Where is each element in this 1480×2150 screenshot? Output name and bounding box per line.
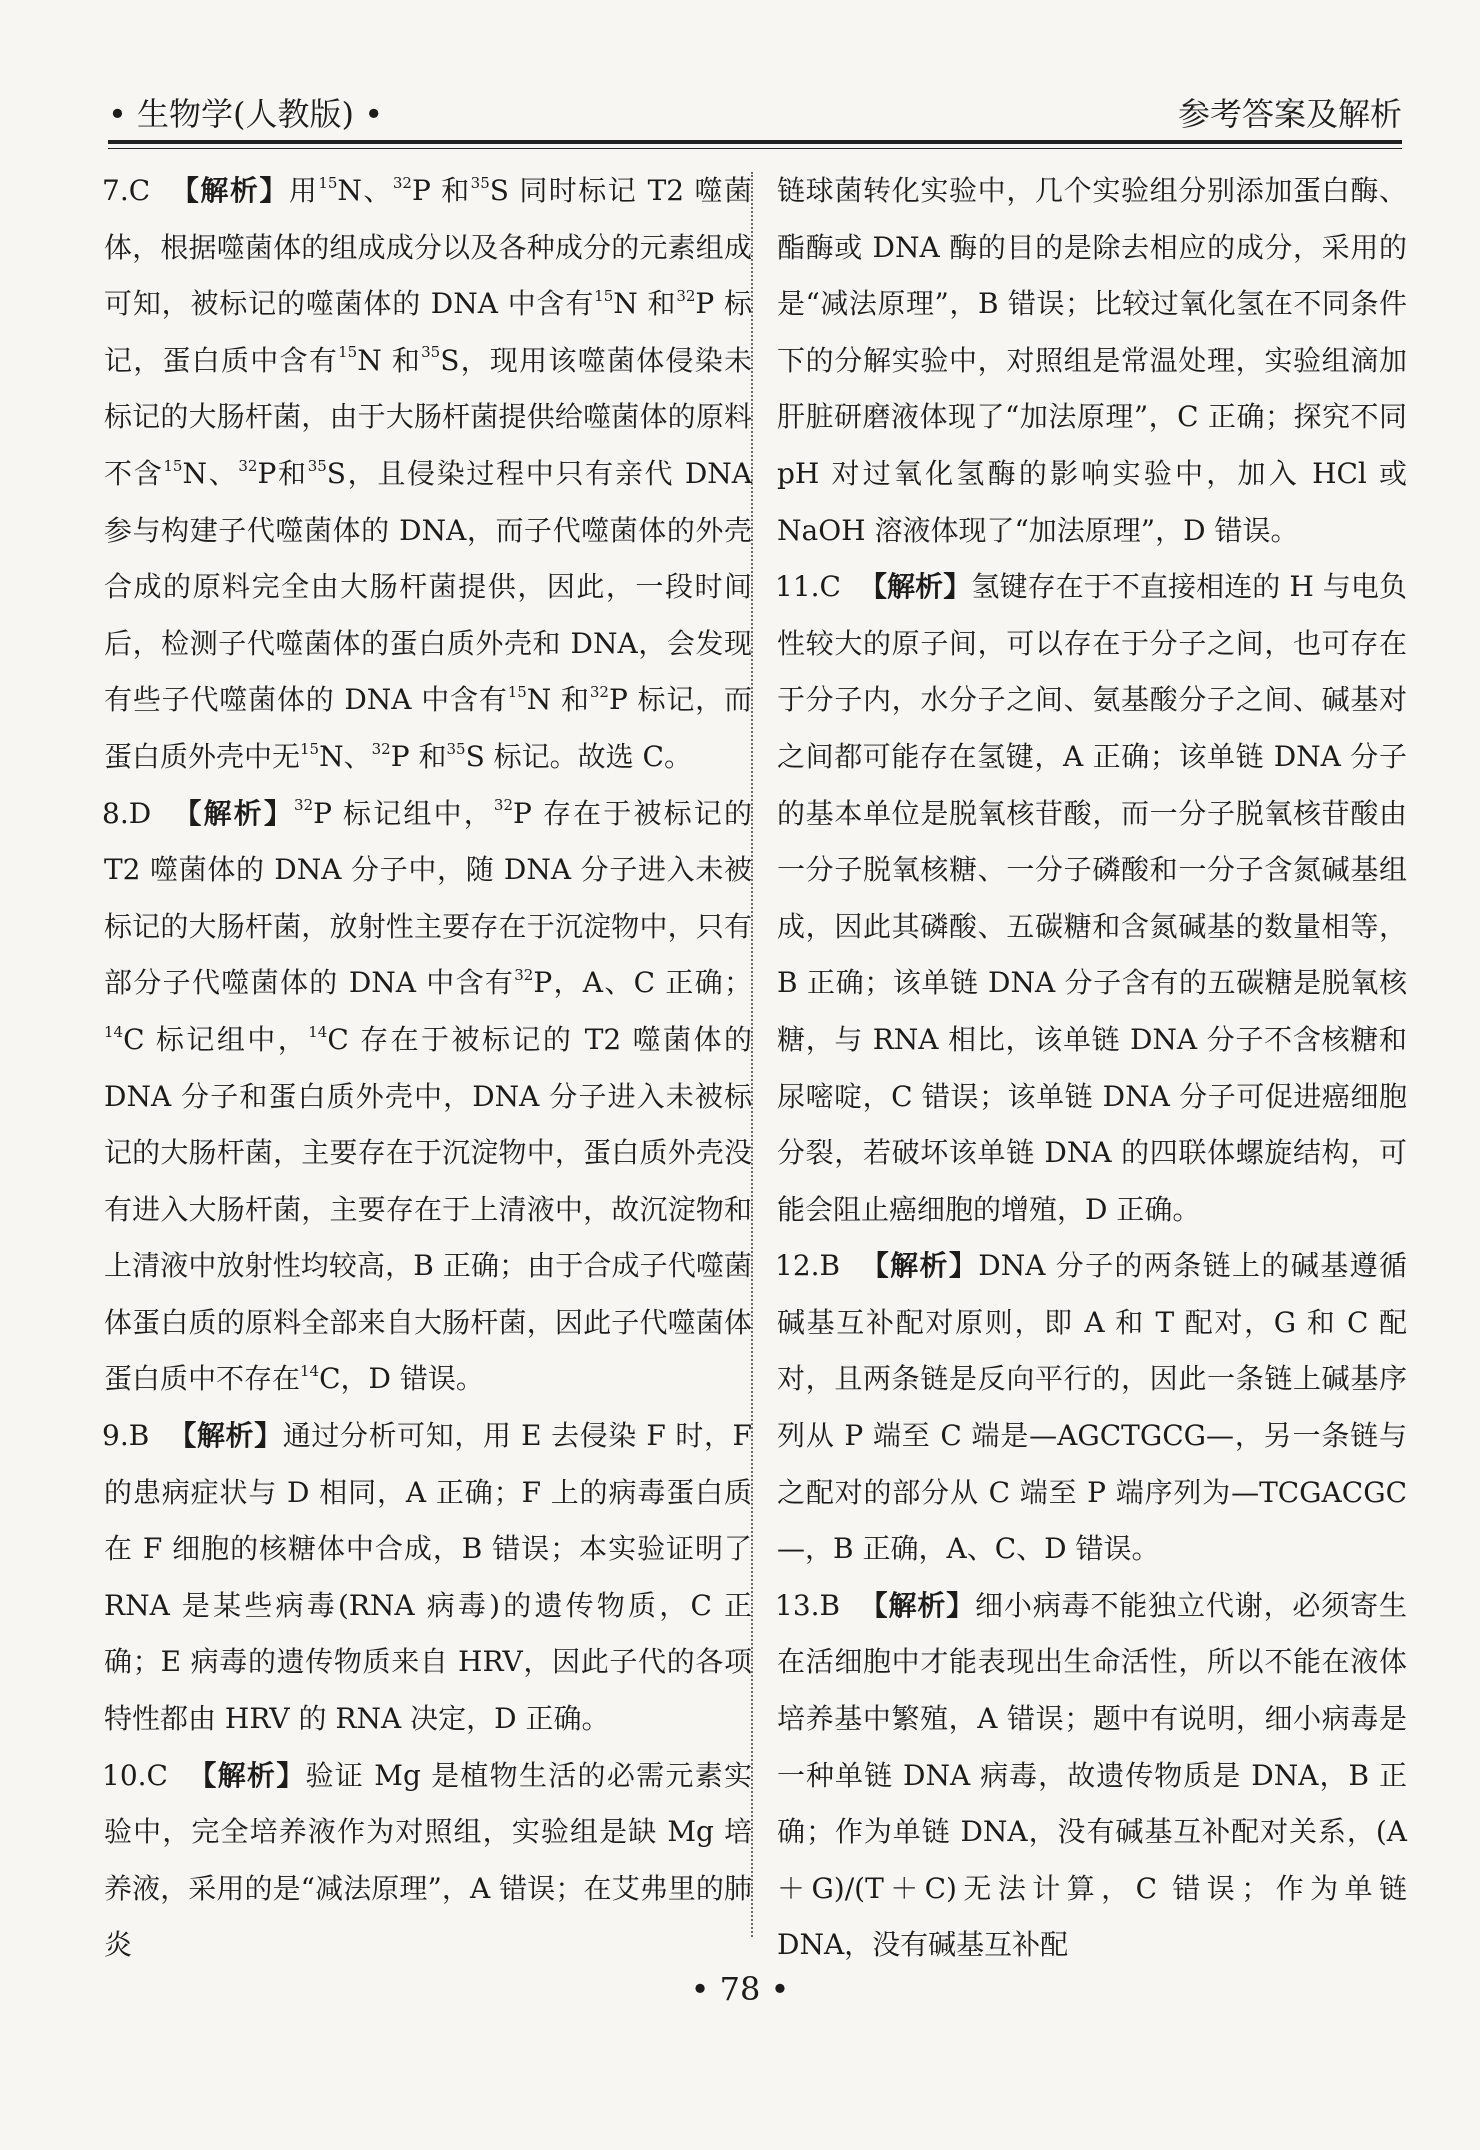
isotope-superscript: 32: [294, 796, 314, 815]
answer-text: DNA 分子的两条链上的碱基遵循碱基互补配对原则，即 A 和 T 配对，G 和 C 配对，且两条链是反向平行的，因此一条链上碱基序列从 P 端至 C 端是—AGCTGCG—，另一条链与之配对的部分从 C 端至 P 端序列为—TCGACGC—，B 正确，A、C、D 错误。: [777, 1249, 1407, 1566]
analysis-label: 【解析】: [188, 1758, 306, 1792]
answer-number: 12.B: [775, 1249, 841, 1283]
isotope-superscript: 32: [589, 683, 609, 702]
left-column: [104, 163, 752, 1974]
isotope-superscript: 14: [300, 1362, 320, 1381]
isotope-superscript: 35: [421, 343, 441, 362]
answer-number: 7.C: [102, 174, 151, 207]
answer-item: [777, 559, 1407, 1238]
answer-item: [777, 1238, 1407, 1578]
isotope-superscript: 32: [514, 965, 534, 984]
answer-text: 链球菌转化实验中，几个实验组分别添加蛋白酶、酯酶或 DNA 酶的目的是除去相应的成分，采用的是“减法原理”，B 错误；比较过氧化氢在不同条件下的分解实验中，对照组是常温处理，实验组滴加肝脏研磨液体现了“加法原理”，C 正确；探究不同 pH 对过氧化氢酶的影响实验中，加入 HCl 或 NaOH 溶液体现了“加法原理”，D 错误。: [777, 174, 1407, 547]
answer-text: P 存在于被标记的 T2 噬菌体的 DNA 分子中，随 DNA 分子进入未被标记的大肠杆菌，放射性主要存在于沉淀物中，只有部分子代噬菌体的 DNA 中含有: [104, 796, 752, 1000]
analysis-label: 【解析】: [860, 1249, 979, 1283]
answer-text: N 和: [357, 343, 422, 377]
isotope-superscript: 35: [470, 173, 490, 192]
answer-number: 9.B: [102, 1419, 150, 1453]
answer-number: 8.D: [102, 796, 152, 830]
book-title: • 生物学(人教版) •: [108, 95, 384, 133]
answer-text: P和: [257, 456, 308, 490]
answer-text: 细小病毒不能独立代谢，必须寄生在活细胞中才能表现出生命活性，所以不能在液体培养基中繁殖，A 错误；题中有说明，细小病毒是一种单链 DNA 病毒，故遗传物质是 DNA，B 正确；作为单链 DNA，没有碱基互补配对关系，(A＋G)/(T＋C)无法计算，C 错误；作为单链 DNA，没有碱基互补配: [777, 1588, 1407, 1962]
answer-text: P 标记，而蛋白质外壳中无: [104, 683, 752, 773]
header-rule-thin: [108, 148, 1402, 149]
answer-item: [777, 1578, 1407, 1974]
answer-text: 通过分析可知，用 E 去侵染 F 时，F 的患病症状与 D 相同，A 正确；F 上的病毒蛋白质在 F 细胞的核糖体中合成，B 错误；本实验证明了 RNA 是某些病毒(RNA 病毒)的遗传物质，C 正确；E 病毒的遗传物质来自 HRV，因此子代的各项特性都由 HRV 的 RNA 决定，D 正确。: [104, 1419, 752, 1736]
analysis-label: 【解析】: [170, 174, 289, 207]
isotope-superscript: 32: [392, 173, 412, 192]
answer-text: N 和: [526, 683, 590, 717]
isotope-superscript: 35: [446, 739, 466, 758]
isotope-superscript: 15: [318, 173, 338, 192]
isotope-superscript: 15: [594, 286, 614, 305]
isotope-superscript: 15: [507, 683, 527, 702]
analysis-label: 【解析】: [858, 570, 972, 604]
isotope-superscript: 15: [163, 456, 183, 475]
answer-text: S，且侵染过程中只有亲代 DNA 参与构建子代噬菌体的 DNA，而子代噬菌体的外壳合成的原料完全由大肠杆菌提供，因此，一段时间后，检测子代噬菌体的蛋白质外壳和 DNA，会发现有些子代噬菌体的 DNA 中含有: [104, 456, 752, 717]
isotope-superscript: 35: [307, 456, 327, 475]
answer-number: 13.B: [775, 1588, 841, 1622]
answer-text: N 和: [613, 287, 677, 321]
analysis-label: 【解析】: [168, 1419, 283, 1453]
answer-text: 验证 Mg 是植物生活的必需元素实验中，完全培养液作为对照组，实验组是缺 Mg 培养液，采用的是“减法原理”，A 错误；在艾弗里的肺炎: [104, 1758, 752, 1962]
answer-text: S 同时标记 T2 噬菌体，根据噬菌体的组成成分以及各种成分的元素组成可知，被标记的噬菌体的 DNA 中含有: [104, 174, 752, 321]
isotope-superscript: 32: [676, 286, 696, 305]
isotope-superscript: 32: [371, 739, 391, 758]
answer-number: 11.C: [775, 570, 841, 604]
answer-item: [104, 163, 752, 786]
answer-text: P 标记，蛋白质中含有: [104, 287, 752, 377]
column-divider: [751, 172, 753, 1937]
answer-item: [777, 163, 1407, 559]
answer-text: C 存在于被标记的 T2 噬菌体的 DNA 分子和蛋白质外壳中，DNA 分子进入未被标记的大肠杆菌，主要存在于沉淀物中，蛋白质外壳没有进入大肠杆菌，主要存在于上清液中，故沉淀物和上清液中放射性均较高，B 正确；由于合成子代噬菌体蛋白质的原料全部来自大肠杆菌，因此子代噬菌体蛋白质中不存在: [104, 1022, 752, 1396]
answer-text: C，D 错误。: [319, 1362, 484, 1396]
analysis-label: 【解析】: [173, 796, 295, 830]
isotope-superscript: 32: [493, 796, 514, 815]
isotope-superscript: 15: [338, 343, 358, 362]
answer-text: N、: [319, 739, 372, 773]
answer-text: N、: [182, 456, 239, 490]
page-header: [108, 86, 1402, 138]
answer-text: 用: [288, 174, 319, 207]
answer-item: [104, 1408, 752, 1748]
answer-text: P 和: [390, 739, 447, 773]
right-column: [777, 163, 1407, 1974]
answer-number: 10.C: [102, 1758, 168, 1792]
answer-text: 氢键存在于不直接相连的 H 与电负性较大的原子间，可以存在于分子之间，也可存在于分子内，水分子之间、氨基酸分子之间、碱基对之间都可能存在氢键，A 正确；该单链 DNA 分子的基本单位是脱氧核苷酸，而一分子脱氧核苷酸由一分子脱氧核糖、一分子磷酸和一分子含氮碱基组成，因此其磷酸、五碳糖和含氮碱基的数量相等，B 正确；该单链 DNA 分子含有的五碳糖是脱氧核糖，与 RNA 相比，该单链 DNA 分子不含核糖和尿嘧啶，C 错误；该单链 DNA 分子可促进癌细胞分裂，若破坏该单链 DNA 的四联体螺旋结构，可能会阻止癌细胞的增殖，D 正确。: [777, 570, 1407, 1226]
answer-text: N、: [337, 174, 393, 207]
answer-item: [104, 786, 752, 1409]
page-number: • 78 •: [690, 1970, 790, 2008]
analysis-label: 【解析】: [859, 1588, 976, 1622]
header-rule-thick: [108, 140, 1402, 144]
isotope-superscript: 14: [308, 1022, 328, 1041]
isotope-superscript: 15: [300, 739, 320, 758]
section-title: 参考答案及解析: [1177, 95, 1402, 133]
answer-text: C 标记组中，: [123, 1022, 309, 1056]
answer-text: P 和: [411, 174, 471, 207]
answer-text: P 标记组中，: [313, 796, 494, 830]
isotope-superscript: 32: [238, 456, 258, 475]
answer-text: S，现用该噬菌体侵染未标记的大肠杆菌，由于大肠杆菌提供给噬菌体的原料不含: [104, 343, 752, 490]
isotope-superscript: 14: [104, 1022, 124, 1041]
answer-text: S 标记。故选 C。: [465, 739, 692, 773]
answer-text: P，A、C 正确；: [533, 966, 752, 1000]
answer-item: [104, 1748, 752, 1974]
